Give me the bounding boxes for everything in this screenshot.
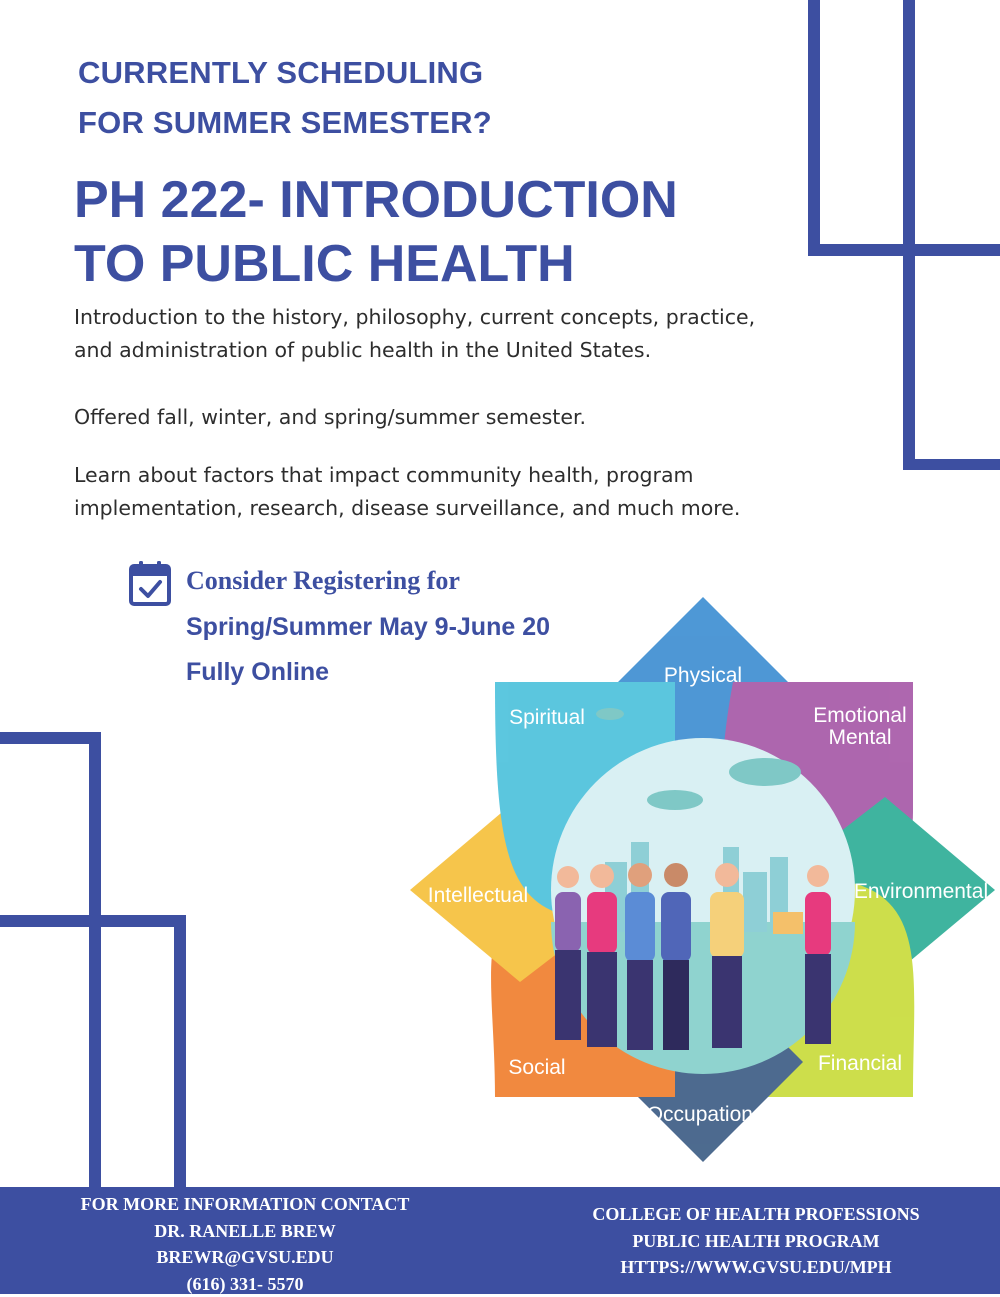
course-description [74,301,755,367]
program-info [540,1201,972,1281]
kicker-line: CURRENTLY SCHEDULING [78,48,492,98]
contact-email[interactable]: BREWR@GVSU.EDU [40,1244,450,1271]
deco-line [903,459,1000,470]
kicker-line: FOR SUMMER SEMESTER? [78,98,492,148]
deco-line [89,732,101,1192]
label-occupational: Occupational [647,1103,770,1126]
learn-text [74,459,740,525]
kicker-heading [78,48,492,148]
calendar-check-icon [129,560,171,606]
label-mental: Mental [828,726,891,749]
deco-line [808,244,1000,256]
program-name: PUBLIC HEALTH PROGRAM [540,1228,972,1255]
contact-phone: (616) 331- 5570 [40,1271,450,1297]
description-line: and administration of public health in the United States. [74,334,755,367]
label-emotional: Emotional [813,704,906,727]
registration-format: Fully Online [186,658,329,687]
title-line: TO PUBLIC HEALTH [74,232,678,296]
college-name: COLLEGE OF HEALTH PROFESSIONS [540,1201,972,1228]
deco-line [0,915,186,927]
contact-name: DR. RANELLE BREW [40,1218,450,1245]
label-financial: Financial [818,1052,902,1075]
label-social: Social [508,1056,565,1079]
label-physical: Physical [664,664,742,687]
deco-line [0,732,101,744]
offered-text [74,401,586,434]
learn-line: Learn about factors that impact community health, program [74,459,740,492]
page-title [74,168,678,296]
deco-line [903,0,915,470]
registration-intro: Consider Registering for [186,566,460,596]
label-intellectual: Intellectual [428,884,528,907]
description-line: Introduction to the history, philosophy, current concepts, practice, [74,301,755,334]
offered-line: Offered fall, winter, and spring/summer semester. [74,401,586,434]
label-spiritual: Spiritual [509,706,585,729]
deco-line [808,0,820,256]
wellness-wheel [405,592,995,1162]
learn-line: implementation, research, disease surveillance, and much more. [74,492,740,525]
registration-dates: Spring/Summer May 9-June 20 [186,613,550,642]
title-line: PH 222- INTRODUCTION [74,168,678,232]
deco-line [174,915,186,1192]
contact-heading: FOR MORE INFORMATION CONTACT [40,1191,450,1218]
program-url[interactable]: HTTPS://WWW.GVSU.EDU/MPH [540,1254,972,1281]
label-environmental: Environmental [854,880,988,903]
contact-info [40,1191,450,1297]
footer-bar [0,1187,1000,1294]
